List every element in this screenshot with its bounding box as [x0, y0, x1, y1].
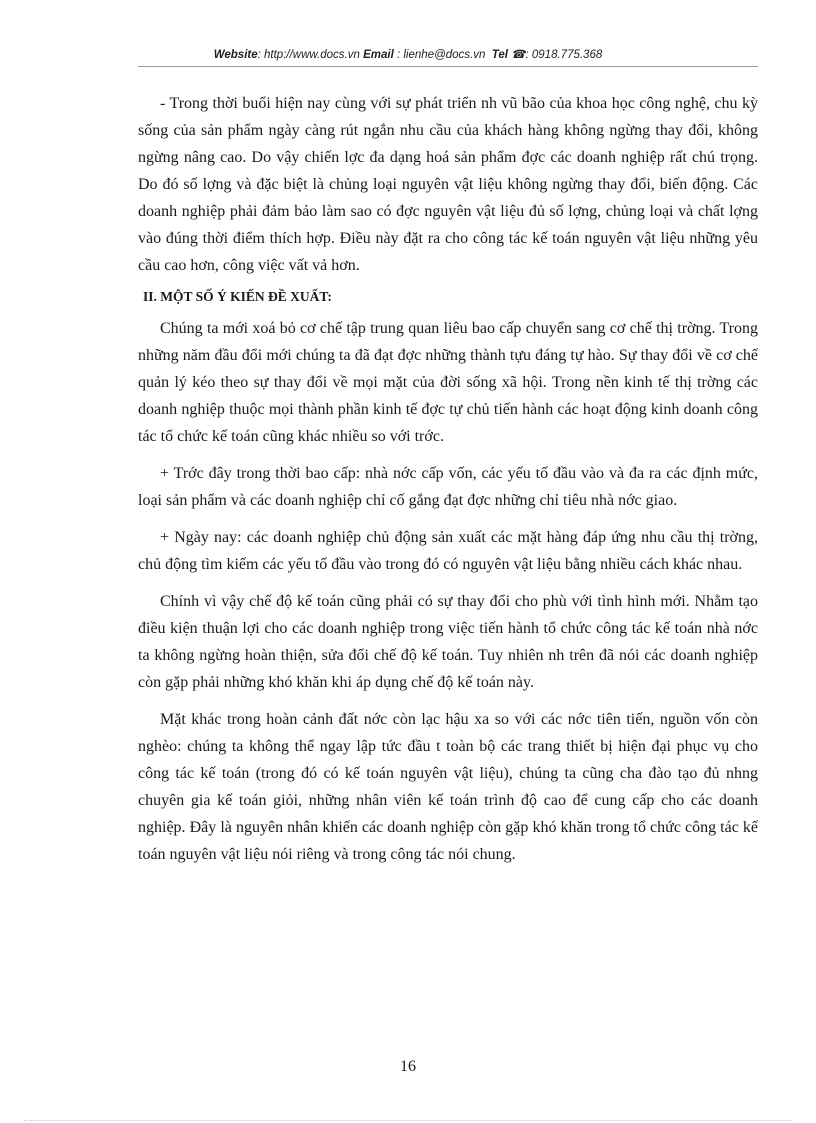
- phone-icon: ☎: [511, 49, 526, 61]
- paragraph-2: Chúng ta mới xoá bỏ cơ chế tập trung quan liêu bao cấp chuyển sang cơ chế thị trờng. Trong những năm đầu đổi mới chúng ta đã đạt đợc những thành tựu đáng tự hào. Sự thay đổi về cơ chế quản lý kéo theo sự thay đổi về mọi mặt của đời sống xã hội. Trong nền kinh tế thị trờng các doanh nghiệp thuộc mọi thành phần kinh tế đợc tự chủ tiến hành các hoạt động kinh doanh công tác tổ chức kế toán cũng khác nhiều so với trớc.: [138, 320, 758, 445]
- paragraph-6: Mặt khác trong hoàn cảnh đất nớc còn lạc hậu xa so với các nớc tiên tiến, nguồn vốn còn nghèo: chúng ta không thể ngay lập tức đầu t toàn bộ các trang thiết bị hiện đại phục vụ cho công tác kế toán (trong đó có kế toán nguyên vật liệu), chúng ta cũng cha đào tạo đủ nhng chuyên gia kế toán giỏi, những nhân viên kế toán trình độ cao để cung cấp cho các doanh nghiệp. Đây là nguyên nhân khiến các doanh nghiệp còn gặp khó khăn trong tổ chức công tác kế toán nguyên vật liệu nói riêng và trong công tác nói chung.: [138, 711, 758, 863]
- document-body: [138, 90, 758, 878]
- page-number: 16: [400, 1058, 416, 1075]
- footer-divider: [24, 1120, 792, 1121]
- paragraph-1: - Trong thời buổi hiện nay cùng với sự phát triển nh vũ bão của khoa học công nghệ, chu kỳ sống của sản phẩm ngày càng rút ngắn nhu cầu của khách hàng không ngừng thay đổi, không ngừng nâng cao. Do vậy chiến lợc đa dạng hoá sản phẩm đợc các doanh nghiệp rất chú trọng. Do đó số lợng và đặc biệt là chủng loại nguyên vật liệu không ngừng thay đổi, biến động. Các doanh nghiệp phải đảm bảo làm sao có đợc nguyên vật liệu đủ số lợng, chủng loại và chất lợng vào đúng thời điểm thích hợp. Điều này đặt ra cho công tác kế toán nguyên vật liệu những yêu cầu cao hơn, công việc vất vả hơn.: [138, 95, 758, 274]
- paragraph-3: + Trớc đây trong thời bao cấp: nhà nớc cấp vốn, các yếu tố đầu vào và đa ra các định mức, loại sản phẩm và các doanh nghiệp chỉ cố gắng đạt đợc những chỉ tiêu nhà nớc giao.: [138, 465, 758, 509]
- paragraph-4: + Ngày nay: các doanh nghiệp chủ động sản xuất các mặt hàng đáp ứng nhu cầu thị trờng, chủ động tìm kiếm các yếu tố đầu vào trong đó có nguyên vật liệu bằng nhiều cách khác nhau.: [138, 529, 758, 573]
- page-header: [0, 47, 816, 61]
- email-label: Email: [363, 49, 394, 61]
- tel-label: Tel: [491, 49, 508, 61]
- paragraph-5: Chính vì vậy chế độ kế toán cũng phải có sự thay đổi cho phù với tình hình mới. Nhằm tạo điều kiện thuận lợi cho các doanh nghiệp trong việc tiến hành tổ chức công tác kế toán nhà nớc ta không ngừng hoàn thiện, sửa đổi chế độ kế toán. Tuy nhiên nh trên đã nói các doanh nghiệp còn gặp phải những khó khăn khi áp dụng chế độ kế toán này.: [138, 593, 758, 691]
- section-heading: II. MỘT SỐ Ý KIẾN ĐỀ XUẤT:: [143, 289, 332, 304]
- website-label: Website: [213, 49, 258, 61]
- header-divider: [138, 66, 758, 67]
- tel-value: : 0918.775.368: [525, 49, 603, 61]
- website-value: : http://www.docs.vn: [257, 49, 360, 61]
- email-value: : lienhe@docs.vn: [396, 49, 486, 61]
